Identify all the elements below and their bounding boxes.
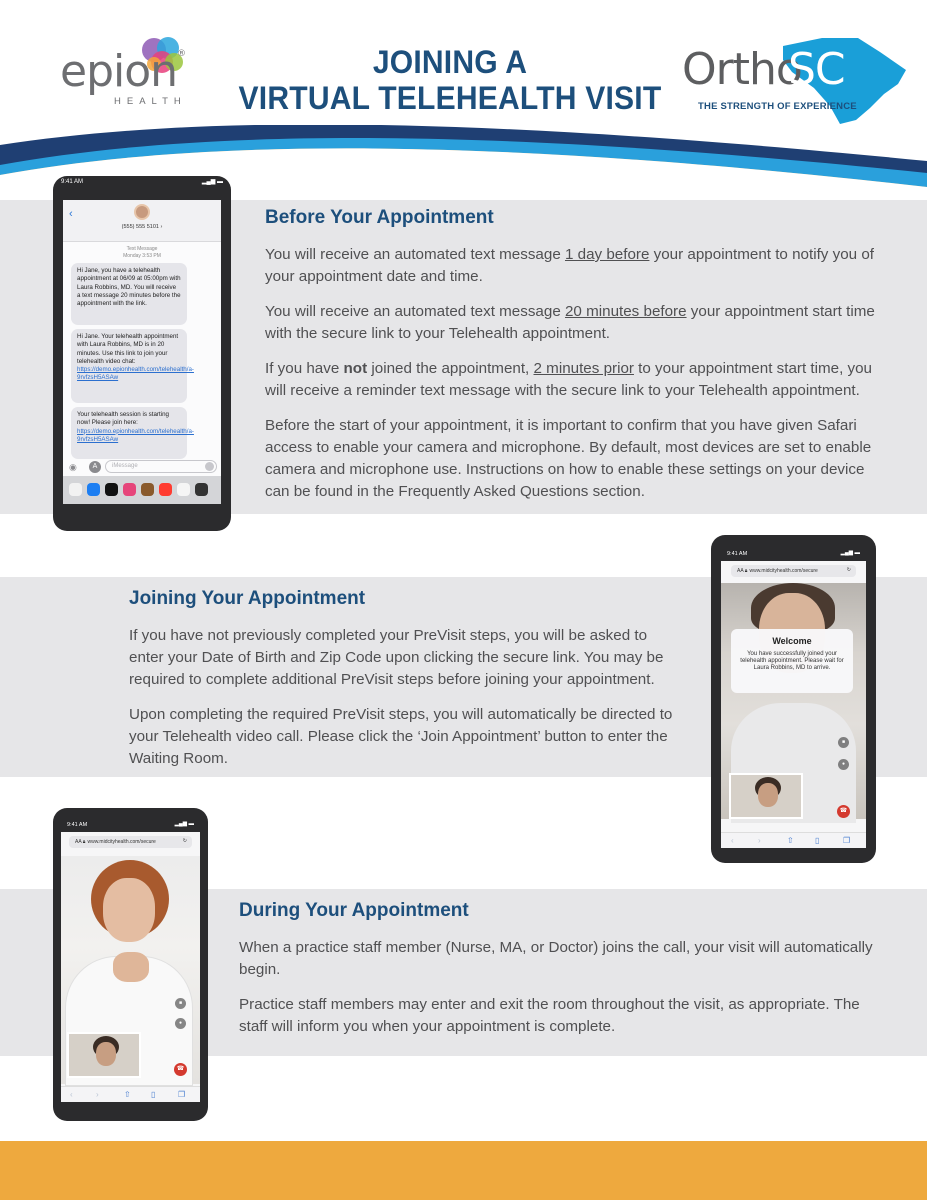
orthosc-logo xyxy=(680,34,912,126)
contact-number[interactable]: (555) 555 5101 › xyxy=(121,224,163,230)
camera-icon[interactable]: ◉ xyxy=(69,462,77,472)
provider-video-feed xyxy=(721,583,866,819)
waiting-room-screen xyxy=(721,549,866,848)
status-bar xyxy=(61,820,200,832)
text-size-button[interactable]: AA xyxy=(737,568,744,574)
before-paragraph-3: If you have not joined the appointment, 2 minutes prior to your appointment start time, you will receive a reminder text message with the secure link to your Telehealth appointment. xyxy=(265,360,873,399)
phone-video-call xyxy=(53,808,208,1121)
phone-waiting-room xyxy=(711,535,876,863)
app-tray xyxy=(63,476,221,504)
welcome-dialog xyxy=(731,629,853,693)
sc-wordmark: SC xyxy=(788,44,845,95)
self-view-thumbnail[interactable] xyxy=(67,1032,141,1078)
during-appointment-title: During Your Appointment xyxy=(239,900,469,921)
page-title-line2: VIRTUAL TELEHEALTH VISIT xyxy=(238,80,662,116)
memoji-icon[interactable] xyxy=(123,483,136,496)
address-bar[interactable] xyxy=(69,836,192,848)
joining-appointment-title: Joining Your Appointment xyxy=(129,588,366,609)
browser-back-icon[interactable]: ‹ xyxy=(731,836,734,845)
signal-battery-icon: ▂▄▆ ▬ xyxy=(174,821,194,827)
sticker-icon[interactable] xyxy=(141,483,154,496)
telehealth-link[interactable]: https://demo.epionhealth.com/telehealth/a-9rvfzsH5ASAw xyxy=(77,366,194,382)
end-call-icon[interactable]: ☎︎ xyxy=(174,1063,187,1076)
appstore-tray-icon[interactable] xyxy=(87,483,100,496)
applepay-icon[interactable] xyxy=(105,483,118,496)
doctor-video-feed xyxy=(61,856,200,1084)
message-bubble: Hi Jane. Your telehealth appointment with Laura Robbins, MD is in 20 minutes. Use this link to join your telehealth video chat: https://demo.epionhealth.com/telehealth/a-9rvfzsH5ASAw xyxy=(71,329,187,403)
search-gif-icon[interactable] xyxy=(159,483,172,496)
microphone-icon[interactable]: ● xyxy=(175,1018,186,1029)
phone-text-messages xyxy=(53,176,231,531)
joining-paragraph-2: Upon completing the required PreVisit steps, you will automatically be directed to your Telehealth video call. Please click the ‘Join Appointment’ button to enter the Waiting Room. xyxy=(129,706,673,767)
url-text: www.midcityhealth.com/secure xyxy=(87,839,156,845)
photos-icon[interactable] xyxy=(69,483,82,496)
before-appointment-title: Before Your Appointment xyxy=(265,207,494,228)
welcome-title: Welcome xyxy=(772,636,812,646)
appstore-icon[interactable]: A xyxy=(89,461,101,473)
camera-toggle-icon[interactable]: ■ xyxy=(175,998,186,1009)
address-bar[interactable] xyxy=(731,565,856,577)
lock-icon: 🔒︎ xyxy=(82,839,86,845)
tabs-icon[interactable]: ❐ xyxy=(178,1090,186,1099)
ortho-tagline: THE STRENGTH OF EXPERIENCE xyxy=(698,101,857,112)
page-title-line1: JOINING A xyxy=(372,44,528,80)
end-call-icon[interactable]: ☎︎ xyxy=(837,805,850,818)
epion-health-logo xyxy=(60,36,210,110)
telehealth-link[interactable]: https://demo.epionhealth.com/telehealth/a-9rvfzsH5ASAw xyxy=(77,427,194,443)
bookmarks-icon[interactable]: ▯ xyxy=(815,836,820,845)
reload-icon[interactable]: ↻ xyxy=(846,567,851,573)
before-paragraph-4: Before the start of your appointment, it is important to confirm that you have given Safari access to enable your camera and microphone. By default, most devices are set to enable camera and microphone use. Instructions on how to enable these settings on your device can be found in the Frequently Asked Questions section. xyxy=(265,417,872,500)
browser-back-icon[interactable]: ‹ xyxy=(70,1090,73,1099)
doctor-hands xyxy=(113,952,149,982)
status-time: 9:41 AM xyxy=(727,551,748,557)
during-paragraph-2: Practice staff members may enter and exit the room throughout the visit, as appropriate. The staff will inform you when your appointment is complete. xyxy=(239,996,860,1035)
during-paragraph-1: When a practice staff member (Nurse, MA, or Doctor) joins the call, your visit will automatically begin. xyxy=(239,939,873,978)
browser-forward-icon[interactable]: › xyxy=(96,1090,99,1099)
microphone-icon[interactable]: ● xyxy=(838,759,849,770)
url-text: www.midcityhealth.com/secure xyxy=(749,568,818,574)
browser-toolbar xyxy=(721,832,866,848)
ortho-wordmark: Ortho xyxy=(682,44,802,95)
page-title xyxy=(234,44,666,116)
video-call-screen xyxy=(61,820,200,1102)
before-appointment-section xyxy=(265,207,877,516)
status-time: 9:41 AM xyxy=(61,179,84,185)
message-bubble: Your telehealth session is starting now! Please join here: https://demo.epionhealth.com/telehealth/a-9rvfzsH5ASAw xyxy=(71,407,187,459)
signal-battery-icon: ▂▄▆ ▬ xyxy=(840,550,860,556)
before-paragraph-2: You will receive an automated text message 20 minutes before your appointment start time with the secure link to your Telehealth appointment. xyxy=(265,303,875,342)
joining-appointment-section xyxy=(129,588,674,783)
text-size-button[interactable]: AA xyxy=(75,839,82,845)
browser-toolbar xyxy=(61,1086,200,1102)
doctor-face xyxy=(103,878,155,942)
footer-accent-bar xyxy=(0,1141,927,1200)
imessage-input[interactable]: iMessage xyxy=(105,460,217,473)
status-bar xyxy=(721,549,866,561)
reload-icon[interactable]: ↻ xyxy=(182,838,187,844)
music-icon[interactable] xyxy=(177,483,190,496)
message-meta: Text Message Monday 3:53 PM xyxy=(123,246,161,259)
send-icon[interactable] xyxy=(205,462,214,471)
message-bubble: Hi Jane, you have a telehealth appointment at 06/09 at 05:00pm with Laura Robbins, MD. You will receive a text message 20 minutes before the appointment with the link. xyxy=(71,263,187,325)
contact-avatar xyxy=(134,204,150,220)
epion-subtitle: HEALTH xyxy=(114,96,187,107)
welcome-message: You have successfully joined your telehealth appointment. Please wait for Laura Robbins, MD to arrive. xyxy=(740,651,844,671)
messages-screen xyxy=(63,200,221,504)
share-icon[interactable]: ⇧ xyxy=(124,1090,131,1099)
status-bar xyxy=(53,176,231,190)
message-compose-row xyxy=(67,460,217,474)
back-chevron-icon[interactable]: ‹ xyxy=(69,208,73,220)
messages-header xyxy=(63,200,221,242)
lock-icon: 🔒︎ xyxy=(744,568,748,574)
epion-wordmark: epion® xyxy=(60,46,186,97)
camera-toggle-icon[interactable]: ■ xyxy=(838,737,849,748)
status-time: 9:41 AM xyxy=(67,822,88,828)
self-view-thumbnail[interactable] xyxy=(729,773,803,819)
tabs-icon[interactable]: ❐ xyxy=(843,836,851,845)
bookmarks-icon[interactable]: ▯ xyxy=(151,1090,156,1099)
browser-forward-icon[interactable]: › xyxy=(758,836,761,845)
more-apps-icon[interactable] xyxy=(195,483,208,496)
before-paragraph-1: You will receive an automated text message 1 day before your appointment to notify you of your appointment date and time. xyxy=(265,246,874,285)
share-icon[interactable]: ⇧ xyxy=(787,836,794,845)
signal-battery-icon: ▂▄▆ ▬ xyxy=(201,179,223,185)
during-appointment-section xyxy=(239,900,879,1051)
joining-paragraph-1: If you have not previously completed your PreVisit steps, you will be asked to enter your Date of Birth and Zip Code upon clicking the secure link. You may be required to complete additional PreVisit steps before joining your appointment. xyxy=(129,627,664,688)
